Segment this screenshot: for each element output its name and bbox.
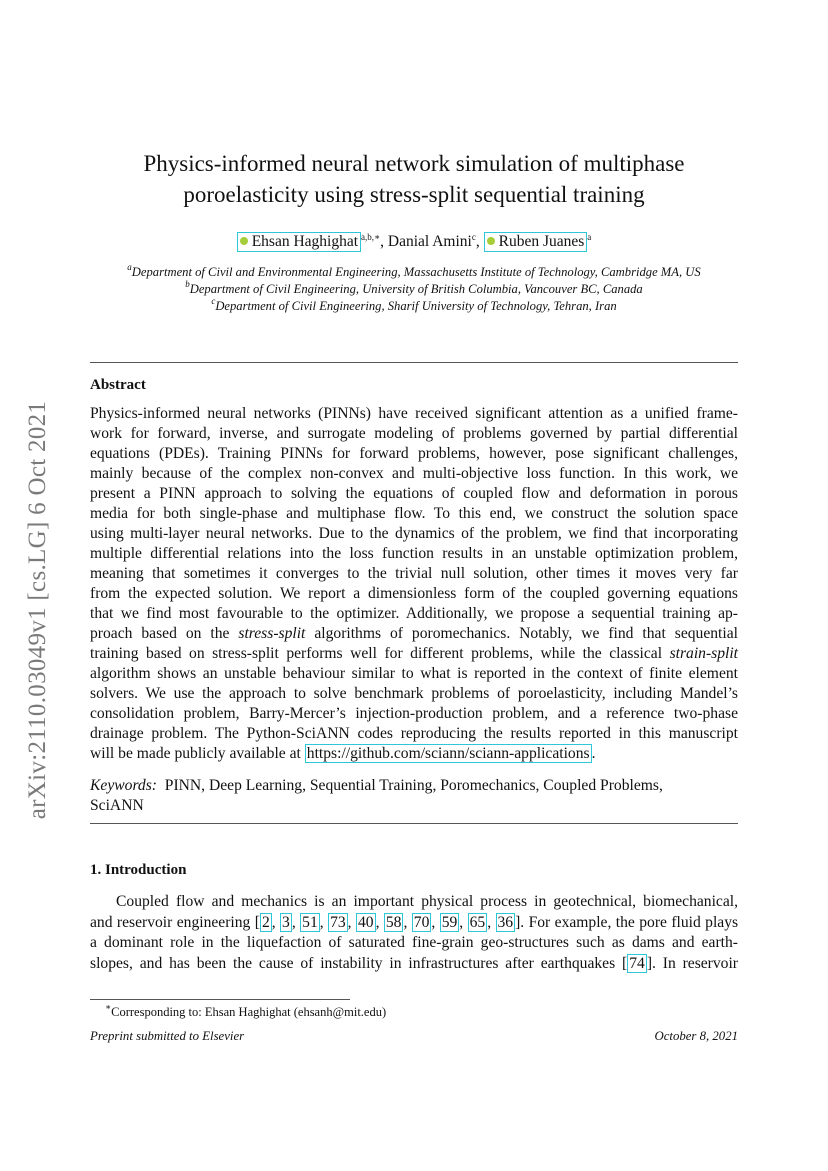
keywords-text: PINN, Deep Learning, Sequential Training, Poromechanics, Coupled Problems, [164,777,663,794]
orcid-icon [487,237,495,245]
title-line-1: Physics-informed neural network simulation of multiphase [143,151,685,176]
affiliation-c: $^c$Department of Civil Engineering, Sharif University of Technology, Tehran, Iran [211,296,617,313]
emphasis-strain-split: strain-split [669,645,739,662]
footnote: ∗Corresponding to: Ehsan Haghighat (ehsanh@mit.edu) [105,1002,387,1019]
keywords-text-2: SciANN [90,797,144,814]
divider-bottom [90,823,738,824]
orcid-icon [240,237,248,245]
citation-link[interactable]: 74 [629,954,645,972]
citation-link[interactable]: 70 [413,913,430,931]
footer-preprint: Preprint submitted to Elsevier [90,1029,245,1043]
arxiv-sidebar-stamp [8,375,68,845]
citation-link[interactable]: 65 [469,913,486,931]
citation-link[interactable]: 58 [385,913,402,931]
divider-top [90,362,738,363]
affiliation-a: $^a$Department of Civil and Environmental Engineering, Massachusetts Institute of Technology, Cambridge MA, US [127,262,701,279]
affiliations [90,264,738,315]
emphasis-stress-split: stress-split [238,625,306,642]
citation-link[interactable]: 51 [302,913,318,931]
author-link-haghighat[interactable]: Ehsan Haghighat [237,232,361,252]
citation-link[interactable]: 59 [441,913,458,931]
citation-link[interactable]: 40 [357,913,374,931]
keywords [90,776,738,816]
author-list: Ehsan Haghighat $^{a,b,∗}$, Danial Amini$^c$, Ruben Juanes $^a$ [90,231,738,253]
arxiv-identifier: arXiv:2110.03049v1 [cs.LG] 6 Oct 2021 [24,400,51,820]
citation-link[interactable]: 73 [330,913,346,931]
author-link-juanes[interactable]: Ruben Juanes [484,232,588,252]
footer-date: October 8, 2021 [654,1029,738,1043]
affiliation-b: $^b$Department of Civil Engineering, University of British Columbia, Vancouver BC, Canada [185,279,643,296]
citation-link[interactable]: 3 [282,913,290,931]
citation-link[interactable]: 36 [497,913,514,931]
footnote-rule [90,999,350,1000]
section-heading-introduction: 1. Introduction [90,862,187,878]
github-link[interactable]: https://github.com/sciann/sciann-applications [306,745,590,762]
introduction-body: Coupled flow and mechanics is an important physical process in geotechnical, biomechanical, and reservoir engineering [ 2 , 3 , 51 , 73 , 40 , 58 , 70 , 59 , 65 , 36 ]. For example, the pore fluid plays a dominant role in the liquefaction of saturated fine-grain geo-structures such as dams and earth- slopes, and has been the cause of instability in infrastructures after earthquakes [ 74 ]. In reservoir [90,893,739,972]
author-affil-mark: a [587,232,592,242]
citation-link[interactable]: 2 [261,913,270,931]
title-line-2: poroelasticity using stress-split sequential training [183,182,645,207]
paper-title [90,148,738,210]
abstract-body: Physics-informed neural networks (PINNs) have received significant attention as a unified frame- work for forward, inverse, and surrogate modeling of problems governed by partial differential equations (PDEs). Training PINNs for forward problems, however, pose significant challenges, mainly because of the complex non-convex and multi-objective loss function. In this work, we present a PINN approach to solving the equations of coupled flow and deformation in porous media for both single-phase and multiphase flow. To this end, we construct the solution space using multi-layer neural networks. Due to the dynamics of the problem, we find that incorporating multiple differential relations into the loss function results in an unstable optimization problem, meaning that sometimes it converges to the trivial null solution, other times it moves very far from the expected solution. We report a dimensionless form of the coupled governing equations that we find most favourable to the optimizer. Additionally, we propose a sequential training ap- proach based on the stress-split algorithms of poromechanics. Notably, we find that sequential training based on stress-split performs well for different problems, while the classical strain-split algorithm shows an unstable behaviour similar to what is reported in the context of finite element solvers. We use the approach to solve benchmark problems of poroelasticity, including Mandel’s consolidation problem, Barry-Mercer’s injection-production problem, and a reference two-phase drainage problem. The Python-SciANN codes reproducing the results reported in this manuscript will be made publicly available at https://github.com/sciann/sciann-applications . [90,405,739,762]
author-affil-mark: a,b,∗ [361,232,381,242]
author-affil-mark: c [471,232,476,242]
abstract-heading: Abstract [90,377,146,393]
author-amini: Danial Amini [387,233,472,250]
keywords-label: Keywords: [90,777,157,794]
